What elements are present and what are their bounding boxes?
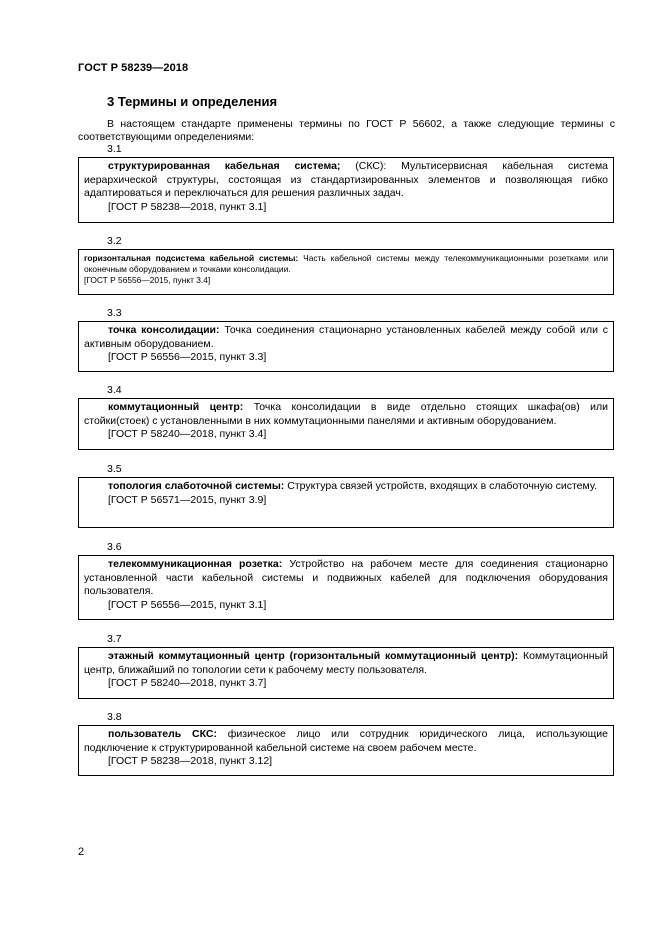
term-entry <box>78 398 614 450</box>
term-entry <box>78 555 614 620</box>
term-text: физическое лицо или сотрудник юридического лица, использующие подключение к структурированной кабельной системе на своем рабочем месте. <box>84 728 608 754</box>
term-number: 3.8 <box>107 711 122 723</box>
document-code: ГОСТ Р 58239—2018 <box>78 62 189 74</box>
term-entry <box>78 647 614 699</box>
term-definition <box>84 480 608 494</box>
term-entry <box>78 477 614 528</box>
term-number: 3.6 <box>107 541 122 553</box>
term-source: [ГОСТ Р 56571—2015, пункт 3.9] <box>108 493 267 506</box>
term-text: Коммутационный центр, ближайший по топологии сети к рабочему месту пользователя. <box>84 650 609 676</box>
term-name: телекоммуникационная розетка: <box>108 558 283 570</box>
term-name: топология слаботочной системы: <box>108 480 285 492</box>
term-source: [ГОСТ Р 58238—2018, пункт 3.12] <box>108 755 273 767</box>
term-number: 3.5 <box>107 463 122 475</box>
term-number: 3.3 <box>107 307 122 319</box>
term-definition <box>84 324 608 351</box>
term-text: Часть кабельной системы между телекоммуникационными розетками или оконечным оборудованием и точками консолидации. <box>84 253 608 274</box>
term-definition <box>84 728 608 755</box>
term-name: пользователь СКС: <box>108 728 217 740</box>
section-intro: В настоящем стандарте применены термины по ГОСТ Р 56602, а также следующие термины с соответствующими определениями: <box>78 118 615 143</box>
term-entry <box>78 321 614 372</box>
term-name: коммутационный центр: <box>108 401 244 413</box>
term-text: Точка консолидации в виде отдельно стоящих шкафа(ов) или стойки(стоек) с установленными в них коммутационными панелями и активным оборудованием. <box>84 401 608 427</box>
term-source: [ГОСТ Р 56556—2015, пункт 3.1] <box>108 598 267 611</box>
term-name: горизонтальная подсистема кабельной системы: <box>84 253 299 263</box>
term-text: (СКС): Мультисервисная кабельная система иерархической структуры, состоящая из стандартизированных элементов и позволяющая гибко адаптироваться и переключаться для решения различных задач. <box>84 160 609 199</box>
term-definition <box>84 650 608 677</box>
term-number: 3.7 <box>107 633 122 645</box>
term-definition <box>84 160 608 201</box>
term-name: этажный коммутационный центр (горизонтальный коммутационный центр): <box>108 650 519 662</box>
term-source: [ГОСТ Р 58240—2018, пункт 3.7] <box>108 677 267 689</box>
term-source: [ГОСТ Р 56556—2015, пункт 3.4] <box>84 275 211 285</box>
term-definition <box>84 401 608 428</box>
term-text: Структура связей устройств, входящих в слаботочную систему. <box>284 480 597 492</box>
term-entry <box>78 157 614 223</box>
term-definition <box>84 253 608 275</box>
term-entry <box>78 249 614 295</box>
term-name: точка консолидации: <box>108 324 220 336</box>
term-source: [ГОСТ Р 56556—2015, пункт 3.3] <box>108 351 267 363</box>
page-number: 2 <box>78 846 85 858</box>
term-name: структурированная кабельная система; <box>108 160 341 172</box>
term-entry <box>78 725 614 776</box>
section-title: 3 Термины и определения <box>107 94 278 109</box>
term-number: 3.1 <box>107 143 122 155</box>
term-number: 3.4 <box>107 384 122 396</box>
term-source: [ГОСТ Р 58240—2018, пункт 3.4] <box>108 428 267 440</box>
term-number: 3.2 <box>107 235 122 247</box>
term-text: Устройство на рабочем месте для соединения стационарно установленной части кабельной системы и подвижных кабелей для подключения оборудования пользователя. <box>84 558 609 597</box>
term-text: Точка соединения стационарно установленных кабелей между собой или с активным оборудованием. <box>84 324 608 350</box>
term-source: [ГОСТ Р 58238—2018, пункт 3.1] <box>108 200 267 213</box>
term-definition <box>84 558 608 599</box>
